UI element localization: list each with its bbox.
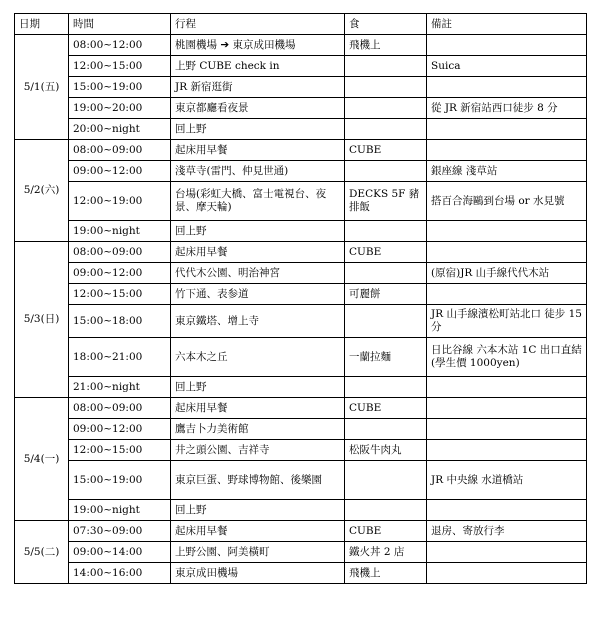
note-cell: 從 JR 新宿站西口徒步 8 分 — [427, 98, 587, 119]
time-cell: 15:00~18:00 — [69, 305, 171, 338]
food-cell: 鐵火丼 2 店 — [345, 542, 427, 563]
time-cell: 09:00~12:00 — [69, 263, 171, 284]
food-cell — [345, 500, 427, 521]
note-cell — [427, 242, 587, 263]
table-row — [15, 263, 587, 284]
time-cell: 14:00~16:00 — [69, 563, 171, 584]
food-cell: 松阪牛肉丸 — [345, 440, 427, 461]
plan-cell: 起床用早餐 — [171, 398, 345, 419]
time-cell: 21:00~night — [69, 377, 171, 398]
time-cell: 15:00~19:00 — [69, 461, 171, 500]
note-cell: 退房、寄放行李 — [427, 521, 587, 542]
food-cell — [345, 419, 427, 440]
time-cell: 09:00~12:00 — [69, 161, 171, 182]
plan-cell: 起床用早餐 — [171, 242, 345, 263]
note-cell — [427, 398, 587, 419]
note-cell: (原宿)JR 山手線代代木站 — [427, 263, 587, 284]
note-cell: JR 中央線 水道橋站 — [427, 461, 587, 500]
table-row — [15, 182, 587, 221]
plan-cell: 起床用早餐 — [171, 521, 345, 542]
food-cell — [345, 377, 427, 398]
note-cell — [427, 377, 587, 398]
time-cell: 12:00~19:00 — [69, 182, 171, 221]
table-row — [15, 140, 587, 161]
plan-cell: 回上野 — [171, 119, 345, 140]
time-cell: 09:00~12:00 — [69, 419, 171, 440]
note-cell: JR 山手線濱松町站北口 徒步 15 分 — [427, 305, 587, 338]
plan-cell: 鷹吉卜力美術館 — [171, 419, 345, 440]
time-cell: 08:00~09:00 — [69, 140, 171, 161]
header-row — [15, 14, 587, 35]
note-cell — [427, 119, 587, 140]
food-cell: CUBE — [345, 140, 427, 161]
plan-cell: 上野 CUBE check in — [171, 56, 345, 77]
note-cell — [427, 221, 587, 242]
plan-cell: 回上野 — [171, 377, 345, 398]
note-cell: Suica — [427, 56, 587, 77]
time-cell: 08:00~09:00 — [69, 398, 171, 419]
food-cell — [345, 98, 427, 119]
itinerary-table — [14, 13, 587, 584]
time-cell: 19:00~night — [69, 221, 171, 242]
food-cell: CUBE — [345, 398, 427, 419]
table-row — [15, 161, 587, 182]
plan-cell: 井之頭公園、吉祥寺 — [171, 440, 345, 461]
food-cell — [345, 77, 427, 98]
table-row — [15, 338, 587, 377]
plan-cell: 台場(彩虹大橋、富士電視台、夜景、摩天輪) — [171, 182, 345, 221]
date-cell: 5/3(日) — [15, 242, 69, 398]
header-time: 時間 — [69, 14, 171, 35]
plan-cell: 東京巨蛋、野球博物館、後樂園 — [171, 461, 345, 500]
plan-cell: 竹下通、表参道 — [171, 284, 345, 305]
plan-cell: 東京鐵塔、增上寺 — [171, 305, 345, 338]
note-cell: 搭百合海鷗到台場 or 水見號 — [427, 182, 587, 221]
plan-cell: 六本木之丘 — [171, 338, 345, 377]
table-row — [15, 242, 587, 263]
time-cell: 07:30~09:00 — [69, 521, 171, 542]
table-row — [15, 398, 587, 419]
plan-to: 東京成田機場 — [232, 38, 296, 51]
table-row — [15, 305, 587, 338]
table-row — [15, 35, 587, 56]
date-cell: 5/1(五) — [15, 35, 69, 140]
food-cell: 一蘭拉麵 — [345, 338, 427, 377]
time-cell: 12:00~15:00 — [69, 56, 171, 77]
table-row — [15, 284, 587, 305]
plan-cell — [171, 35, 345, 56]
plan-cell: 上野公園、阿美橫町 — [171, 542, 345, 563]
plan-cell: 東京成田機場 — [171, 563, 345, 584]
food-cell — [345, 119, 427, 140]
time-cell: 19:00~night — [69, 500, 171, 521]
arrow-right-icon: ➔ — [220, 38, 230, 51]
date-cell: 5/4(一) — [15, 398, 69, 521]
time-cell: 19:00~20:00 — [69, 98, 171, 119]
note-cell — [427, 542, 587, 563]
plan-cell: 起床用早餐 — [171, 140, 345, 161]
table-row — [15, 440, 587, 461]
food-cell — [345, 221, 427, 242]
food-cell: DECKS 5F 豬排飯 — [345, 182, 427, 221]
food-cell: 飛機上 — [345, 35, 427, 56]
plan-cell: JR 新宿逛街 — [171, 77, 345, 98]
header-note: 備註 — [427, 14, 587, 35]
food-cell — [345, 461, 427, 500]
table-row — [15, 98, 587, 119]
table-row — [15, 500, 587, 521]
time-cell: 12:00~15:00 — [69, 440, 171, 461]
table-row — [15, 221, 587, 242]
table-row — [15, 119, 587, 140]
plan-cell: 代代木公園、明治神宮 — [171, 263, 345, 284]
table-row — [15, 521, 587, 542]
table-row — [15, 419, 587, 440]
food-cell — [345, 161, 427, 182]
note-cell — [427, 284, 587, 305]
note-cell — [427, 440, 587, 461]
date-cell: 5/2(六) — [15, 140, 69, 242]
food-cell — [345, 56, 427, 77]
note-cell — [427, 563, 587, 584]
header-plan: 行程 — [171, 14, 345, 35]
header-date: 日期 — [15, 14, 69, 35]
table-row — [15, 377, 587, 398]
time-cell: 20:00~night — [69, 119, 171, 140]
date-cell: 5/5(二) — [15, 521, 69, 584]
plan-cell: 回上野 — [171, 221, 345, 242]
time-cell: 08:00~12:00 — [69, 35, 171, 56]
time-cell: 18:00~21:00 — [69, 338, 171, 377]
plan-cell: 淺草寺(雷門、仲見世通) — [171, 161, 345, 182]
plan-from: 桃園機場 — [175, 38, 217, 51]
table-row — [15, 461, 587, 500]
food-cell: 飛機上 — [345, 563, 427, 584]
header-food: 食 — [345, 14, 427, 35]
food-cell — [345, 263, 427, 284]
note-cell — [427, 35, 587, 56]
food-cell: 可麗餅 — [345, 284, 427, 305]
note-cell — [427, 419, 587, 440]
note-cell: 日比谷線 六本木站 1C 出口直結 (學生價 1000yen) — [427, 338, 587, 377]
note-cell — [427, 140, 587, 161]
note-cell: 銀座線 淺草站 — [427, 161, 587, 182]
table-row — [15, 542, 587, 563]
table-row — [15, 56, 587, 77]
table-row — [15, 563, 587, 584]
note-cell — [427, 500, 587, 521]
note-cell — [427, 77, 587, 98]
time-cell: 15:00~19:00 — [69, 77, 171, 98]
plan-cell: 回上野 — [171, 500, 345, 521]
food-cell: CUBE — [345, 242, 427, 263]
plan-cell: 東京都廳看夜景 — [171, 98, 345, 119]
food-cell: CUBE — [345, 521, 427, 542]
time-cell: 12:00~15:00 — [69, 284, 171, 305]
time-cell: 08:00~09:00 — [69, 242, 171, 263]
time-cell: 09:00~14:00 — [69, 542, 171, 563]
table-row — [15, 77, 587, 98]
food-cell — [345, 305, 427, 338]
